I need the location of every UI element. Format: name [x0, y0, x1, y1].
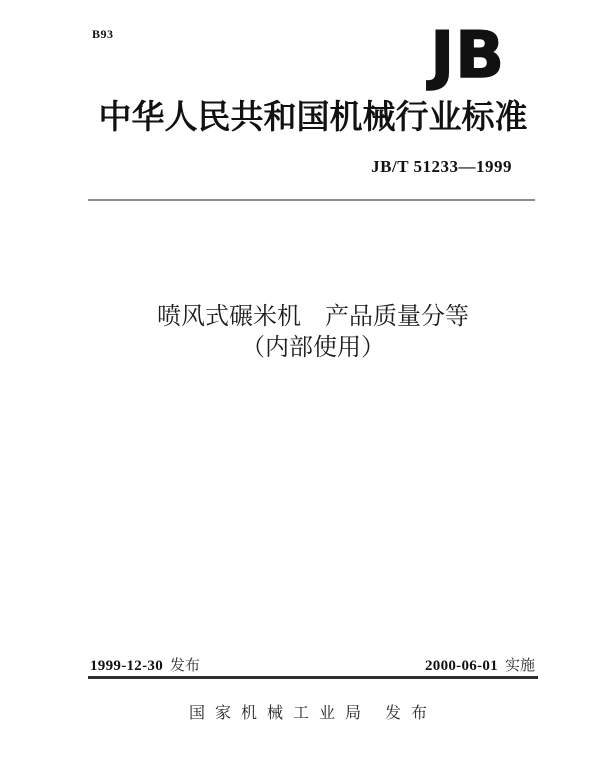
category-code: B93 — [92, 27, 114, 41]
footer-divider-rule — [88, 676, 538, 679]
issue-date: 1999-12-30 — [90, 658, 163, 674]
publisher-action: 发布 — [385, 705, 438, 722]
subject-subtitle: （内部使用） — [241, 335, 385, 361]
issue-date-group — [90, 654, 200, 675]
issue-label: 发布 — [170, 658, 201, 674]
standard-name-title: 中华人民共和国机械行业标准 — [98, 100, 528, 136]
implement-date-group — [425, 654, 535, 675]
standard-number: JB/T 51233—1999 — [371, 157, 512, 176]
implement-label: 实施 — [504, 658, 535, 674]
publisher-line — [88, 700, 538, 723]
date-row — [90, 654, 535, 675]
implement-date: 2000-06-01 — [424, 658, 498, 674]
header-divider-rule — [88, 199, 535, 201]
jb-logo: JB — [430, 19, 505, 93]
publisher-agency: 国家机械工业局 — [188, 705, 371, 722]
subject-title: 喷风式碾米机 产品质量分等 — [157, 304, 469, 330]
subject-block — [88, 302, 538, 364]
